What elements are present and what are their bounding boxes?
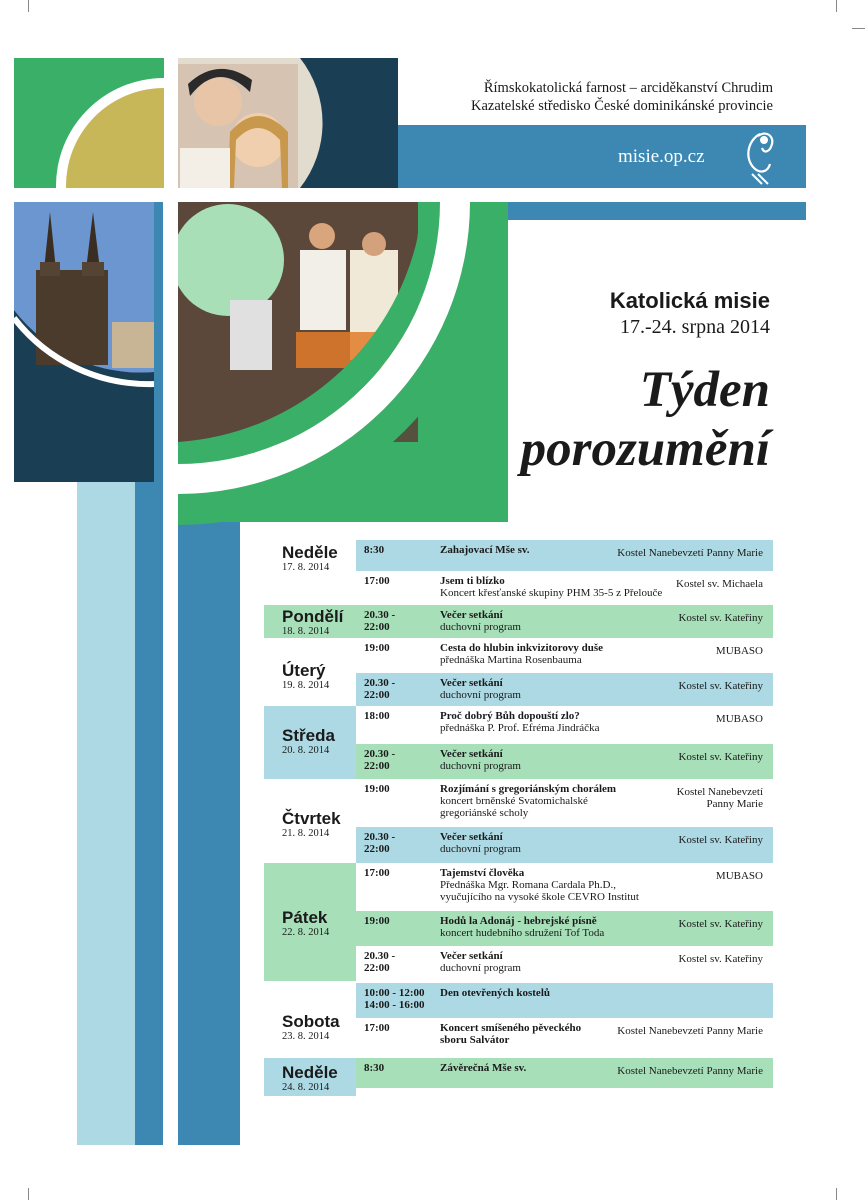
schedule-row: 20.30 - 22:00 Večer setkání duchovní program Kostel sv. Kateřiny	[356, 827, 773, 863]
day-label: Pátek 22. 8. 2014	[282, 908, 330, 938]
schedule-row: 10:00 - 12:00 14:00 - 16:00 Den otevřených kostelů	[356, 983, 773, 1018]
day-label: Neděle 17. 8. 2014	[282, 543, 338, 573]
day-label: Úterý 19. 8. 2014	[282, 661, 330, 691]
schedule-row: 20.30 - 22:00 Večer setkání duchovní program Kostel sv. Kateřiny	[356, 946, 773, 981]
day-label: Středa 20. 8. 2014	[282, 726, 335, 756]
schedule-row: 19:00 Cesta do hlubin inkvizitorovy duše přednáška Martina Rosenbauma MUBASO	[356, 638, 773, 673]
schedule-row: 20.30 - 22:00 Večer setkání duchovní program Kostel sv. Kateřiny	[356, 605, 773, 638]
light-blue-stripe	[77, 380, 135, 1145]
event-kind: Katolická misie	[609, 288, 770, 313]
day-label: Čtvrtek 21. 8. 2014	[282, 809, 341, 839]
org-line-2: Kazatelské středisko České dominikánské provincie	[470, 98, 773, 114]
schedule-row: 19:00 Hodů la Adonáj - hebrejské písně koncert hudebního sdružení Tof Toda Kostel sv. Kateřiny	[356, 911, 773, 946]
schedule-row: 20.30 - 22:00 Večer setkání duchovní program Kostel sv. Kateřiny	[356, 673, 773, 706]
day-label: Sobota 23. 8. 2014	[282, 1012, 340, 1042]
schedule-row: 20.30 - 22:00 Večer setkání duchovní program Kostel sv. Kateřiny	[356, 744, 773, 779]
event-title-line2: porozumění	[520, 421, 770, 477]
schedule-row: 17:00 Koncert smíšeného pěveckého sboru Salvátor Kostel Nanebevzetí Panny Marie	[356, 1018, 773, 1056]
day-label: Neděle 24. 8. 2014	[282, 1063, 338, 1093]
schedule-row: 17:00 Tajemství člověka Přednáška Mgr. Romana Cardala Ph.D., vyučujícího na vysoké škole CEVRO Institut MUBASO	[356, 863, 773, 911]
website-url[interactable]: misie.op.cz	[618, 146, 705, 167]
schedule-row: 19:00 Rozjímání s gregoriánským chorálem koncert brněnské Svatomichalské gregoriánské scholy Kostel Nanebevzetí Panny Marie	[356, 779, 773, 827]
schedule-row: 8:30 Závěrečná Mše sv. Kostel Nanebevzetí Panny Marie	[356, 1058, 773, 1088]
event-dates: 17.-24. srpna 2014	[620, 316, 770, 338]
schedule-row: 18:00 Proč dobrý Bůh dopouští zlo? přednáška P. Prof. Efréma Jindráčka MUBASO	[356, 706, 773, 744]
day-label: Pondělí 18. 8. 2014	[282, 607, 344, 637]
nuns-photo	[178, 64, 298, 188]
org-line-1: Římskokatolická farnost – arciděkanství Chrudim	[483, 80, 773, 96]
event-title-line1: Týden	[639, 362, 770, 418]
schedule-row: 8:30 Zahajovací Mše sv. Kostel Nanebevzetí Panny Marie	[356, 540, 773, 571]
schedule-row: 17:00 Jsem ti blízko Koncert křesťanské skupiny PHM 35-5 z Přelouče Kostel sv. Michaela	[356, 571, 773, 605]
header-band	[398, 125, 806, 188]
